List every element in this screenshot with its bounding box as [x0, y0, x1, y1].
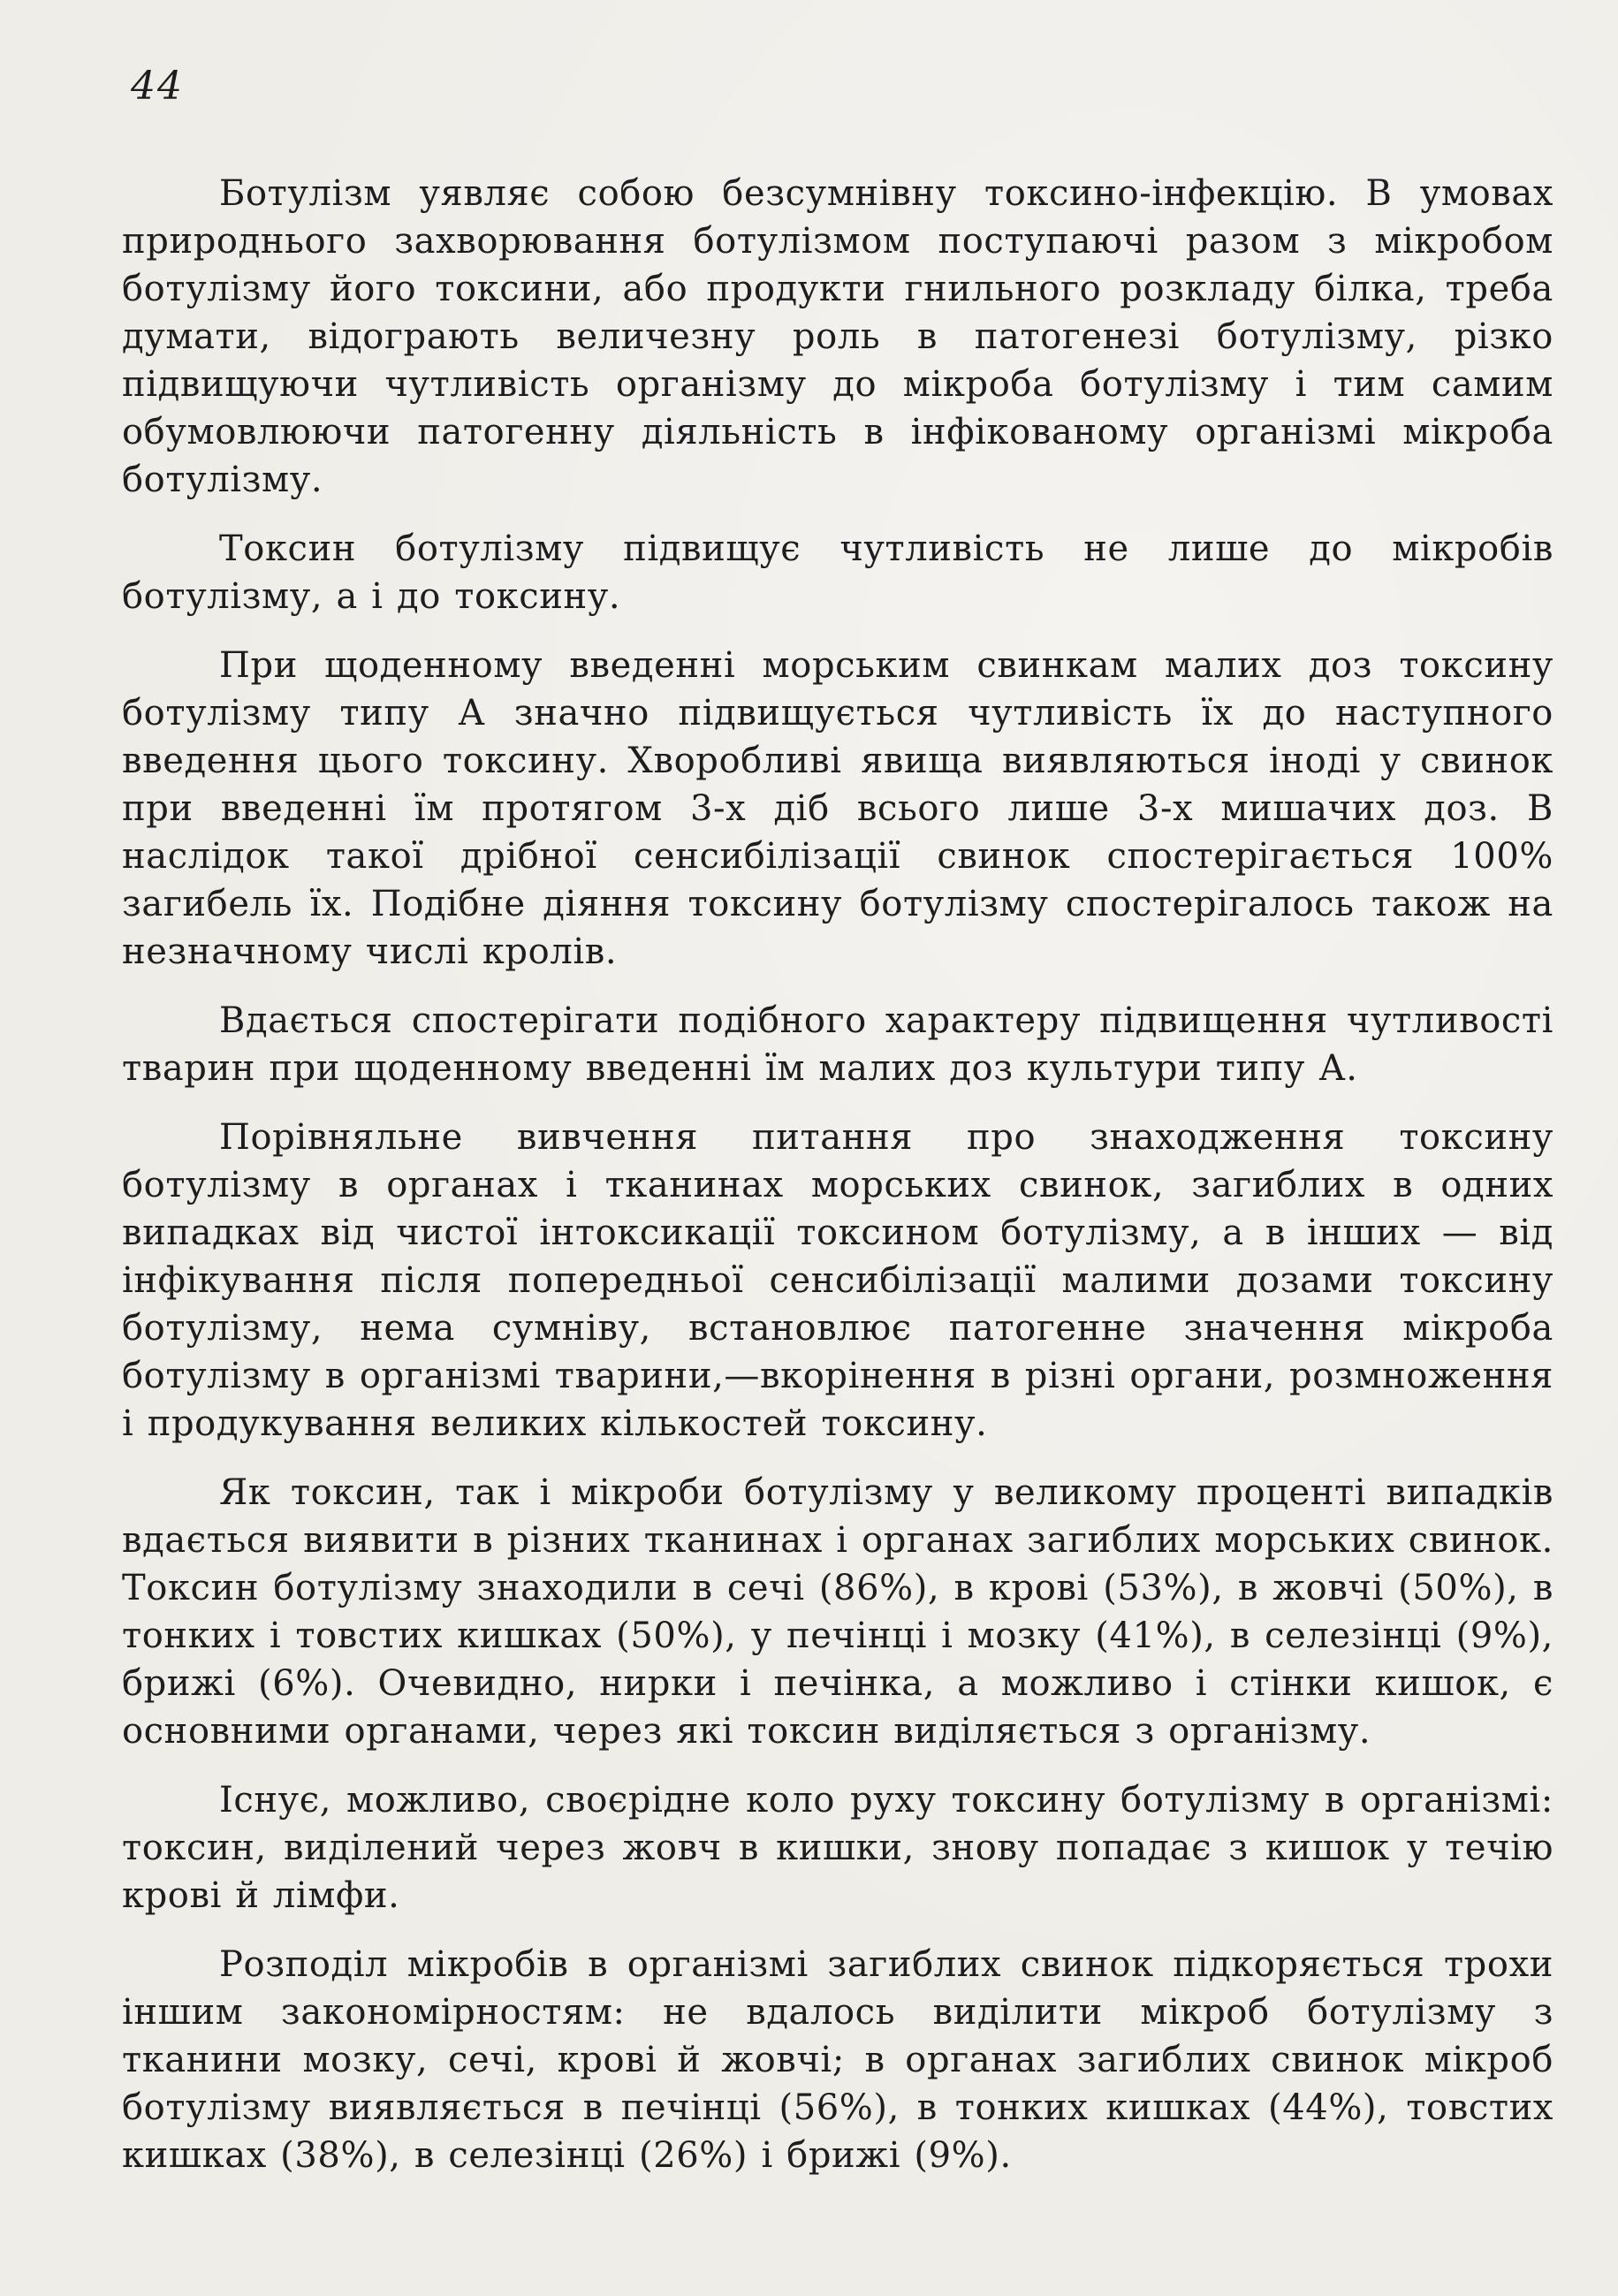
paragraph: Вдається спостерігати подібного характеру підвищення чутливості тварин при щоденному введенні їм малих доз культури типу А.: [122, 1000, 1553, 1089]
body-text: [122, 170, 1553, 2179]
paragraph: Ботулізм уявляє собою безсумнівну токсино-інфекцію. В умовах природнього захворювання ботулізмом поступаючі разом з мікробом ботулізму його токсини, або продукти гнильного розкладу білка, треба думати, відограють величезну роль в патогенезі ботулізму, різко підвищуючи чутливість організму до мікроба ботулізму і тим самим обумовлюючи патогенну діяльність в інфікованому організмі мікроба ботулізму.: [122, 173, 1553, 500]
paragraph: При щоденному введенні морським свинкам малих доз токсину ботулізму типу А значно підвищується чутливість їх до наступного введення цього токсину. Хворобливі явища виявляються іноді у свинок при введенні їм протягом 3-х діб всього лише 3-х мишачих доз. В наслідок такої дрібної сенсибілізації свинок спостерігається 100% загибель їх. Подібне діяння токсину ботулізму спостерігалось також на незначному числі кролів.: [122, 645, 1553, 972]
paragraph: Існує, можливо, своєрідне коло руху токсину ботулізму в організмі: токсин, виділений через жовч в кишки, знову попадає з кишок у течію крові й лімфи.: [122, 1780, 1553, 1916]
paragraph: Порівняльне вивчення питання про знаходження токсину ботулізму в органах і тканинах морських свинок, загиблих в одних випадках від чистої інтоксикації токсином ботулізму, а в інших — від інфікування після попередньої сенсибілізації малими дозами токсину ботулізму, нема сумніву, встановлює патогенне значення мікроба ботулізму в організмі тварини,—вкорінення в різні органи, розмноження і продукування великих кількостей токсину.: [122, 1117, 1553, 1444]
paragraph: Токсин ботулізму підвищує чутливість не лише до мікробів ботулізму, а і до токсину.: [122, 528, 1553, 617]
paragraph: Розподіл мікробів в організмі загиблих свинок підкоряється трохи іншим закономірностям: не вдалось виділити мікроб ботулізму з тканини мозку, сечі, крові й жовчі; в органах загиблих свинок мікроб ботулізму виявляється в печінці (56%), в тонких кишках (44%), товстих кишках (38%), в селезінці (26%) і брижі (9%).: [122, 1944, 1553, 2176]
page-number: 44: [131, 64, 184, 109]
paragraph: Як токсин, так і мікроби ботулізму у великому проценті випадків вдається виявити в різних тканинах і органах загиблих морських свинок. Токсин ботулізму знаходили в сечі (86%), в крові (53%), в жовчі (50%), в тонких і товстих кишках (50%), у печінці і мозку (41%), в селезінці (9%), брижі (6%). Очевидно, нирки і печінка, а можливо і стінки кишок, є основними органами, через які токсин виділяється з організму.: [122, 1472, 1553, 1752]
